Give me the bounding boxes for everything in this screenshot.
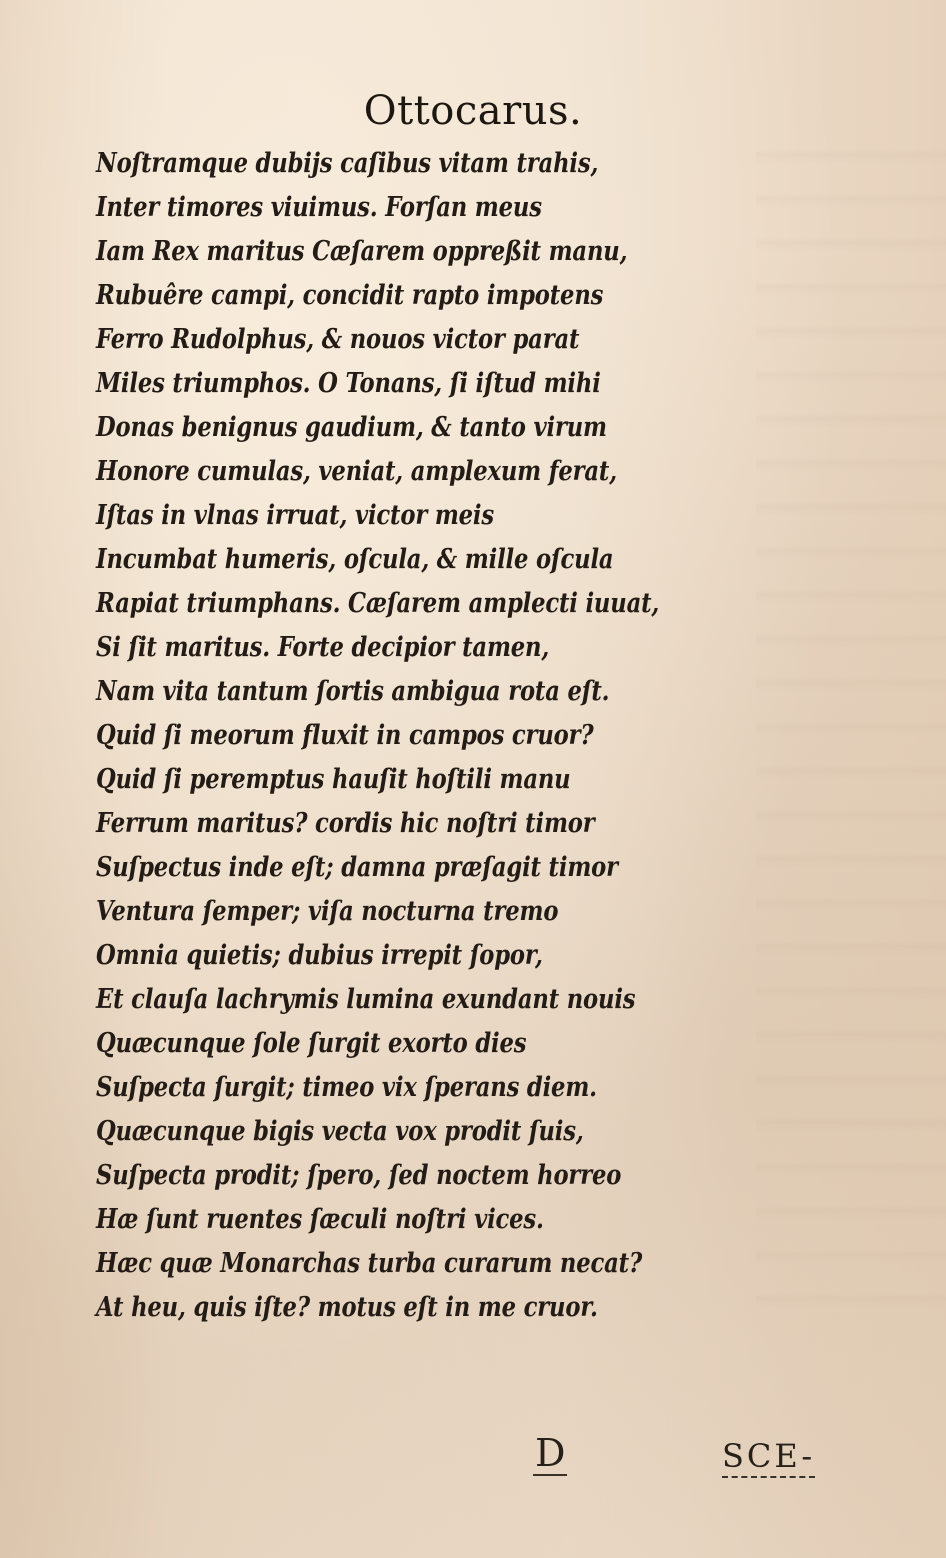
verse-line: Rapiat triumphans. Cæſarem amplecti iuuat, [96, 588, 660, 619]
verse-line: Nam vita tantum ſortis ambigua rota eſt. [96, 676, 610, 707]
verse-line: Honore cumulas, veniat, amplexum ferat, [96, 456, 617, 487]
verse-line: Suſpecta prodit; ſpero, ſed noctem horreo [96, 1160, 622, 1191]
verse-line: Si ſit maritus. Forte decipior tamen, [96, 632, 550, 663]
verse-line: Suſpecta ſurgit; timeo vix ſperans diem. [96, 1072, 597, 1103]
verse-line: Quæcunque bigis vecta vox prodit ſuis, [96, 1116, 584, 1147]
verse-line: Noſtramque dubijs caſibus vitam trahis, [96, 148, 599, 179]
running-head: Ottocarus. [363, 88, 583, 134]
catchword: SCE- [722, 1436, 815, 1478]
verse-line: Hæc quæ Monarchas turba curarum necat? [96, 1248, 643, 1279]
verse-line: Quæcunque ſole ſurgit exorto dies [96, 1028, 527, 1059]
verse-line: At heu, quis iſte? motus eſt in me cruor. [96, 1292, 598, 1323]
verse-line: Incumbat humeris, oſcula, & mille oſcula [96, 544, 614, 575]
signature-mark: D [535, 1431, 566, 1475]
verse-text [96, 142, 766, 1330]
verse-line: Ferrum maritus? cordis hic noſtri timor [96, 808, 595, 839]
verse-line: Ferro Rudolphus, & nouos victor parat [96, 324, 580, 355]
verse-line: Suſpectus inde eſt; damna præſagit timor [96, 852, 618, 883]
verse-line: Hæ ſunt ruentes ſæculi noſtri vices. [96, 1204, 544, 1235]
verse-line: Quid ſi meorum fluxit in campos cruor? [96, 720, 594, 751]
verse-line: Iam Rex maritus Cæſarem oppreßit manu, [96, 236, 628, 267]
verse-line: Inter timores viuimus. Forſan meus [96, 192, 542, 223]
verse-line: Et clauſa lachrymis lumina exundant nouis [96, 984, 636, 1015]
verse-line: Quid ſi peremptus hauſit hoſtili manu [96, 764, 571, 795]
verse-line: Miles triumphos. O Tonans, ſi iſtud mihi [96, 368, 601, 399]
verse-line: Ventura ſemper; viſa nocturna tremo [96, 896, 559, 927]
verse-line: Donas benignus gaudium, & tanto virum [96, 412, 607, 443]
bleed-through-texture [756, 120, 946, 1320]
verse-line: Omnia quietis; dubius irrepit ſopor, [96, 940, 543, 971]
verse-line: Rubuêre campi, concidit rapto impotens [96, 280, 604, 311]
verse-line: Iſtas in vlnas irruat, victor meis [96, 500, 494, 531]
